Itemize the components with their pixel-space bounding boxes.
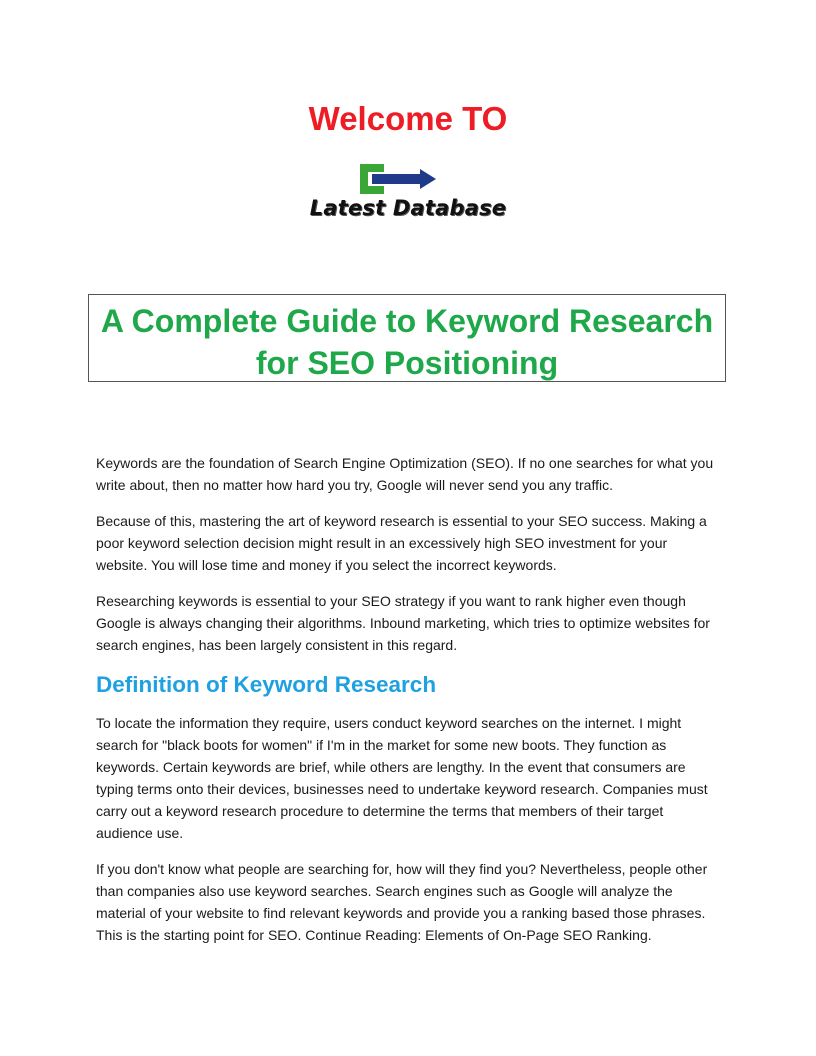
page-title-line-1: A Complete Guide to Keyword Research — [100, 303, 714, 339]
welcome-heading: Welcome TO — [308, 100, 508, 137]
logo-mark-icon — [280, 160, 536, 200]
section-heading: Definition of Keyword Research — [96, 672, 437, 697]
intro-paragraph-1: Keywords are the foundation of Search Engine Optimization (SEO). If no one searches for what you write about, then no matter how hard you try, Google will never send you any traffic. — [96, 455, 714, 493]
section-paragraph-1: To locate the information they require, users conduct keyword searches on the internet. I might search for "black boots for women" if I'm in the market for some new boots. They function as keywords. Certain keywords are brief, while others are lengthy. In the event that consumers are typing terms onto their devices, businesses need to undertake keyword research. Companies must carry out a keyword research procedure to determine the terms that members of their target audience use. — [96, 715, 708, 841]
page-title-line-2: for SEO Positioning — [255, 345, 559, 381]
latest-database-logo — [280, 160, 536, 228]
logo-text: Latest Database — [309, 196, 507, 220]
title-box — [88, 294, 726, 382]
section-paragraph-2: If you don't know what people are searching for, how will they find you? Nevertheless, people other than companies also use keyword searches. Search engines such as Google will analyze the material of your website to find relevant keywords and provide you a ranking based those phrases. This is the starting point for SEO. Continue Reading: Elements of On-Page SEO Ranking. — [96, 861, 708, 943]
article-body — [96, 452, 722, 960]
intro-paragraph-3: Researching keywords is essential to your SEO strategy if you want to rank higher even though Google is always changing their algorithms. Inbound marketing, which tries to optimize websites for search engines, has been largely consistent in this regard. — [96, 593, 710, 653]
page-title — [89, 295, 725, 384]
intro-paragraph-2: Because of this, mastering the art of keyword research is essential to your SEO success. Making a poor keyword selection decision might result in an excessively high SEO investment for your website. You will lose time and money if you select the incorrect keywords. — [96, 513, 707, 573]
